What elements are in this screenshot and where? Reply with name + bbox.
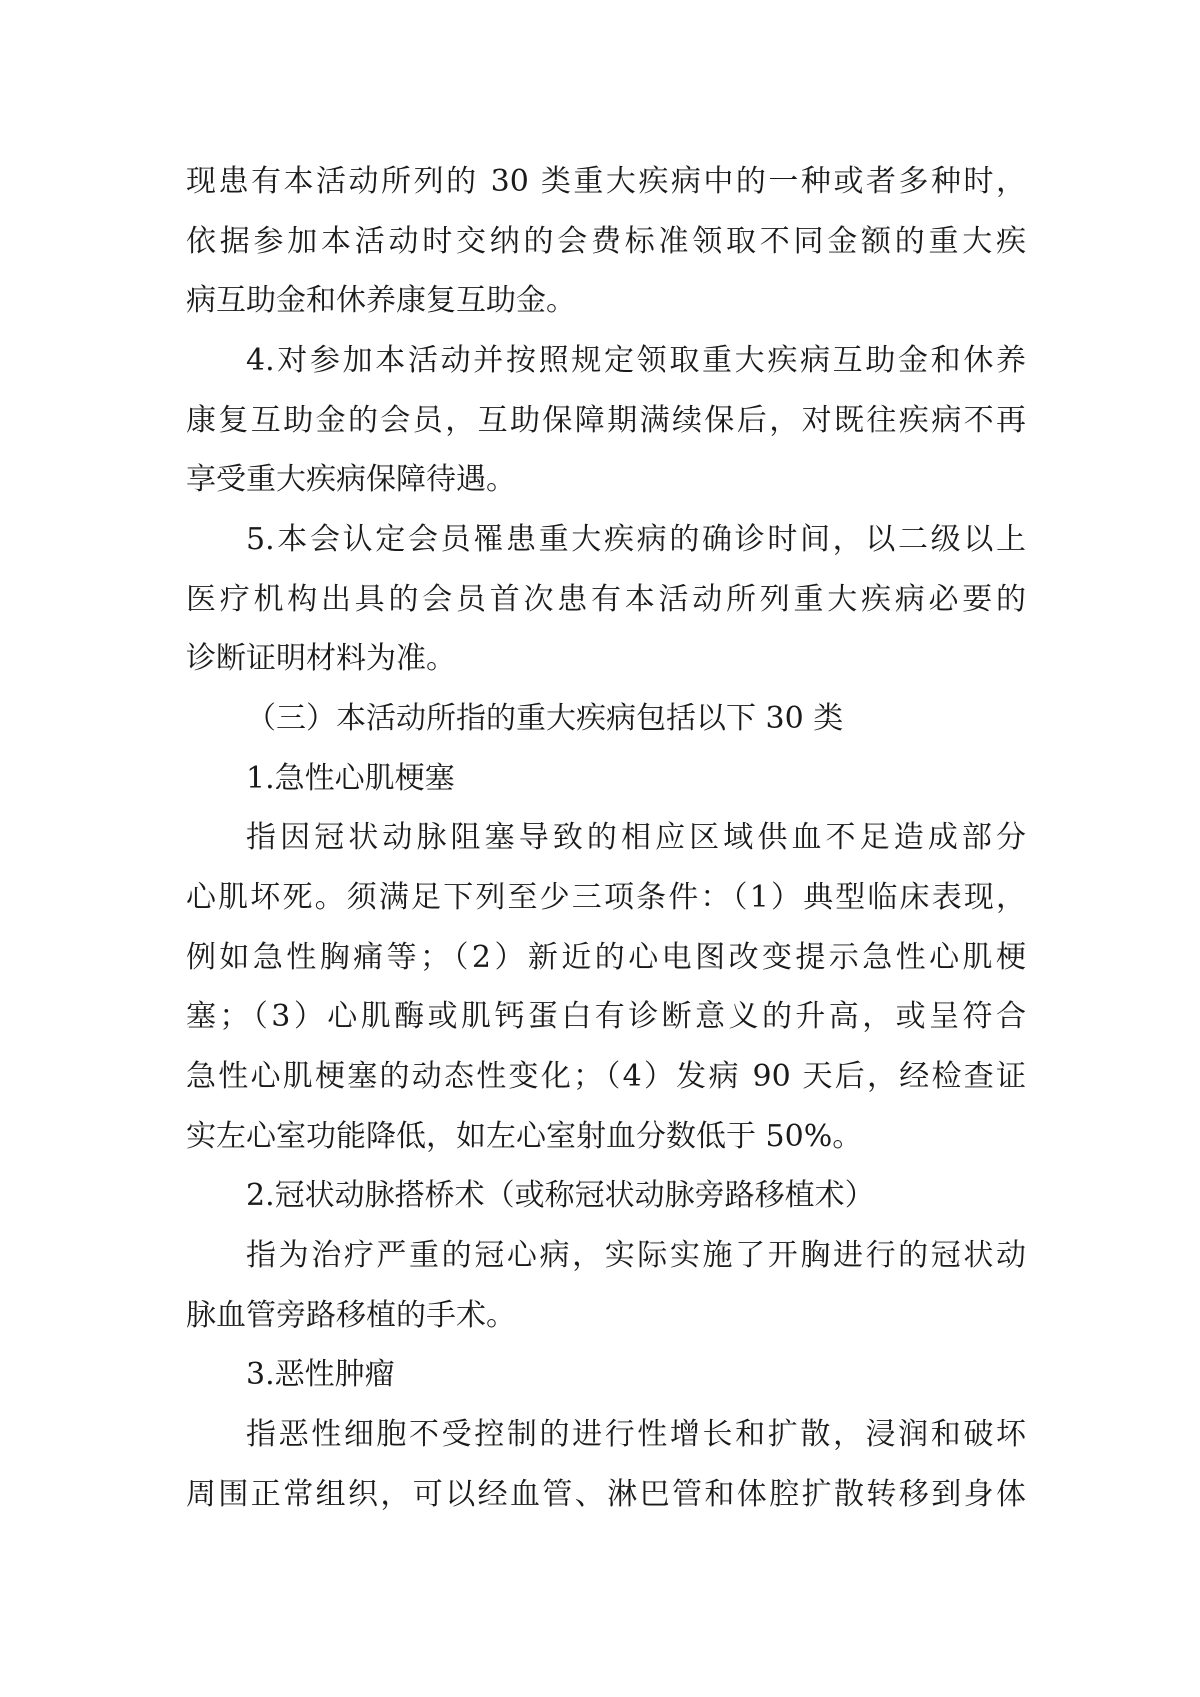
paragraph-line: 医疗机构出具的会员首次患有本活动所列重大疾病必要的 [186,582,1026,617]
paragraph-line: 诊断证明材料为准。 [186,641,456,676]
paragraph-line: 依据参加本活动时交纳的会费标准领取不同金额的重大疾 [186,224,1026,259]
paragraph-line: 周围正常组织，可以经血管、淋巴管和体腔扩散转移到身体 [186,1477,1026,1512]
paragraph-line: 实左心室功能降低，如左心室射血分数低于 50%。 [186,1119,863,1154]
paragraph-line: 4.对参加本活动并按照规定领取重大疾病互助金和休养 [246,343,1026,378]
item-heading: 2.冠状动脉搭桥术（或称冠状动脉旁路移植术） [246,1178,875,1213]
paragraph-line: 现患有本活动所列的 30 类重大疾病中的一种或者多种时， [186,164,1026,199]
section-heading: （三）本活动所指的重大疾病包括以下 30 类 [246,701,844,736]
paragraph-line: 指为治疗严重的冠心病，实际实施了开胸进行的冠状动 [246,1238,1026,1273]
paragraph-line: 心肌坏死。须满足下列至少三项条件：（1）典型临床表现， [186,880,1026,915]
paragraph-line: 塞；（3）心肌酶或肌钙蛋白有诊断意义的升高，或呈符合 [186,999,1026,1034]
paragraph-line: 享受重大疾病保障待遇。 [186,462,516,497]
item-heading: 3.恶性肿瘤 [246,1357,395,1392]
paragraph-line: 脉血管旁路移植的手术。 [186,1298,516,1333]
paragraph-line: 指恶性细胞不受控制的进行性增长和扩散，浸润和破坏 [246,1417,1026,1452]
paragraph-line: 5.本会认定会员罹患重大疾病的确诊时间，以二级以上 [246,522,1026,557]
paragraph-line: 康复互助金的会员，互助保障期满续保后，对既往疾病不再 [186,403,1026,438]
paragraph-line: 急性心肌梗塞的动态性变化；（4）发病 90 天后，经检查证 [186,1059,1026,1094]
item-heading: 1.急性心肌梗塞 [246,761,455,796]
paragraph-line: 例如急性胸痛等；（2）新近的心电图改变提示急性心肌梗 [186,940,1026,975]
paragraph-line: 指因冠状动脉阻塞导致的相应区域供血不足造成部分 [246,820,1026,855]
paragraph-line: 病互助金和休养康复互助金。 [186,283,576,318]
